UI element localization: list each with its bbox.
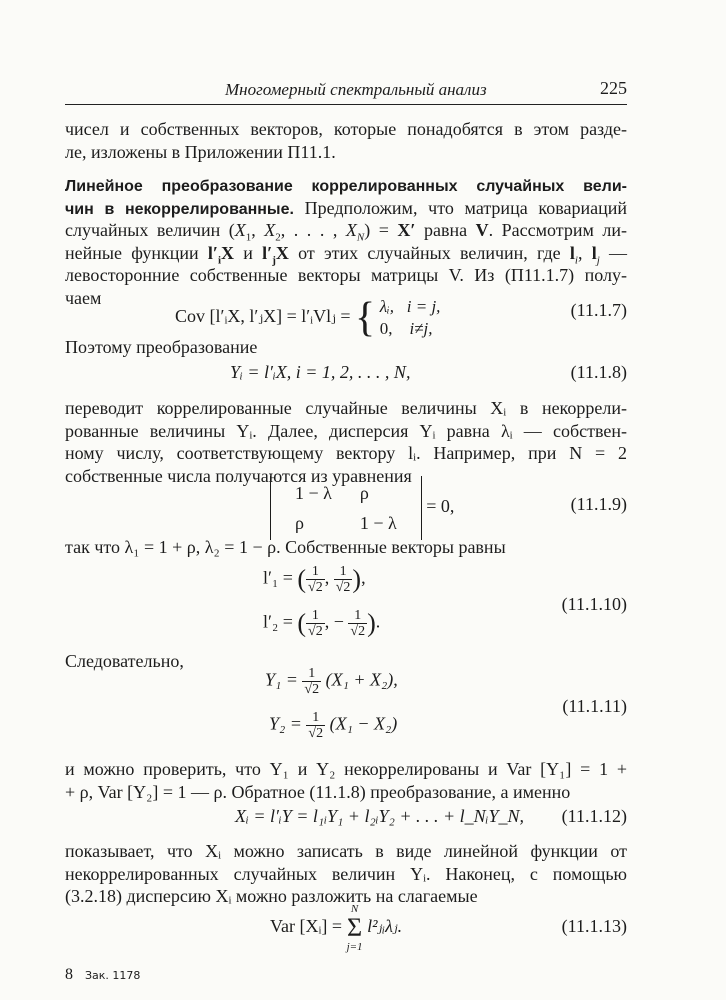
sum-operator: N Σ j=1 [346, 903, 363, 953]
fraction: $\frac{1}{√2}$ [308, 564, 323, 595]
equation-11-1-7 [65, 286, 627, 341]
text-line: так что λ₁ = 1 + ρ, λ₂ = 1 − ρ. Собственные векторы равны [65, 537, 506, 557]
equation-11-1-9 [65, 476, 627, 533]
fraction: $\frac{1}{√2}$ [308, 608, 323, 639]
equation-number: (11.1.13) [561, 916, 627, 936]
text-line: чин в некоррелированные. Предположим, что матрица ковариаций [65, 197, 628, 218]
equation-number: (11.1.10) [561, 594, 627, 614]
fraction: $\frac{1}{√2}$ [335, 564, 351, 595]
text-line: рованные величины Yᵢ. Далее, дисперсия Yᵢ равна λᵢ — собствен- [65, 420, 627, 441]
equation-11-1-11 [65, 666, 627, 758]
equation-11-1-10 [65, 564, 627, 650]
page-footer [65, 966, 140, 984]
text-line: Поэтому преобразование [65, 337, 258, 357]
paragraph-eigenvalues [65, 536, 627, 559]
fraction: $\frac{1}{√2}$ [304, 666, 320, 697]
matrix-cell: 1 − λ [295, 483, 332, 503]
page-number: 225 [600, 78, 627, 98]
paragraph-decorrelate [65, 397, 627, 487]
equation-body [270, 476, 454, 540]
section-heading-cont: чин в некоррелированные. [65, 200, 294, 218]
signature-mark: 8 [65, 966, 73, 983]
equation-number: (11.1.12) [561, 806, 627, 826]
eigenvector-l1: l′₁ = ( $\frac{1}{√2}$ , $\frac{1}{√2}$ ), [263, 564, 366, 595]
text-line: случайных величин ($X_1$, $X_2$, . . . , $X_N) = X'$ равна V. Рассмотрим ли- [65, 220, 628, 244]
text-line [65, 174, 627, 197]
equation-body [270, 902, 402, 954]
text-line: + ρ, Var [Y₂] = 1 — ρ. Обратное (11.1.8) преобразование, а именно [65, 781, 571, 802]
text-line: (3.2.18) дисперсию Xᵢ можно разложить на слагаемые [65, 886, 478, 906]
equation-number: (11.1.7) [570, 300, 627, 320]
equation-body [175, 296, 440, 340]
text-line: переводит коррелированные случайные величины Xᵢ в некоррели- [65, 398, 627, 418]
fraction: $\frac{1}{√2}$ [350, 608, 366, 639]
equation-body: Xᵢ = l′ᵢY = l₁ᵢY₁ + l₂ᵢY₂ + . . . + l_NᵢY_N, [235, 806, 524, 826]
paragraph-therefore [65, 336, 627, 359]
sum-term: l²ⱼᵢλⱼ. [367, 916, 403, 937]
equation-number: (11.1.11) [562, 696, 627, 716]
page-header [65, 78, 627, 105]
section-heading: Линейное преобразование коррелированных случайных вели- [65, 178, 627, 195]
text-line: и можно проверить, что Y₁ и Y₂ некоррелированы и Var [Y₁] = 1 + [65, 759, 627, 779]
equation-body: Yᵢ = l′ᵢX, i = 1, 2, . . . , N, [230, 362, 411, 382]
text-line: чаем [65, 287, 102, 308]
cases-block: λᵢ, i = j, 0, i≠j, [379, 297, 441, 338]
equation-lhs: Var [Xᵢ] = [270, 916, 343, 937]
equation-y2: Y₂ = $\frac{1}{√2}$ (X₁ − X₂) [269, 710, 398, 741]
text-line: ному числу, соответствующему вектору lᵢ. Например, при N = 2 [65, 443, 627, 463]
determinant [270, 476, 422, 540]
paragraph-intro [65, 118, 627, 163]
text-line: Следовательно, [65, 651, 184, 671]
equation-11-1-12 [65, 806, 627, 832]
text-line: нейные функции $l'_iX$ и $l'_jX$ от этих случайных величин, где $l_i$, $l_j$ — [65, 242, 628, 267]
equation-number: (11.1.8) [570, 362, 627, 382]
paragraph-verify [65, 758, 627, 803]
left-brace: { [355, 295, 376, 341]
equation-11-1-8 [65, 362, 627, 388]
text-line: собственные числа получаются из уравнения [65, 465, 412, 486]
fraction: $\frac{1}{√2}$ [308, 710, 324, 741]
paragraph-shows [65, 840, 627, 908]
text-line: чисел и собственных векторов, которые понадобятся в этом разде- [65, 119, 627, 139]
matrix-cell: ρ [295, 513, 304, 533]
text-line: показывает, что Xᵢ можно записать в виде линейной функции от [65, 841, 627, 861]
eigenvector-l2: l′₂ = ( $\frac{1}{√2}$ , − $\frac{1}{√2}$ ). [263, 608, 381, 639]
equation-number: (11.1.9) [570, 494, 627, 514]
text-line: левосторонние собственные векторы матрицы V. Из (П11.1.7) полу- [65, 265, 627, 285]
equation-11-1-13 [65, 902, 627, 958]
equation-lhs: Cov [l′ᵢX, l′ⱼX] = l′ᵢVlⱼ = [175, 306, 351, 327]
matrix-cell: ρ [359, 483, 369, 503]
running-title: Многомерный спектральный анализ [225, 80, 487, 99]
text-line: некоррелированных случайных величин Yᵢ. Наконец, с помощью [65, 863, 627, 884]
matrix-cell: 1 − λ [359, 513, 397, 533]
equation-y1: Y₁ = $\frac{1}{√2}$ (X₁ + X₂), [265, 666, 398, 697]
text-line: ле, изложены в Приложении П11.1. [65, 141, 336, 162]
print-order: Зак. 1178 [85, 969, 141, 982]
equation-rhs: = 0, [426, 496, 455, 517]
